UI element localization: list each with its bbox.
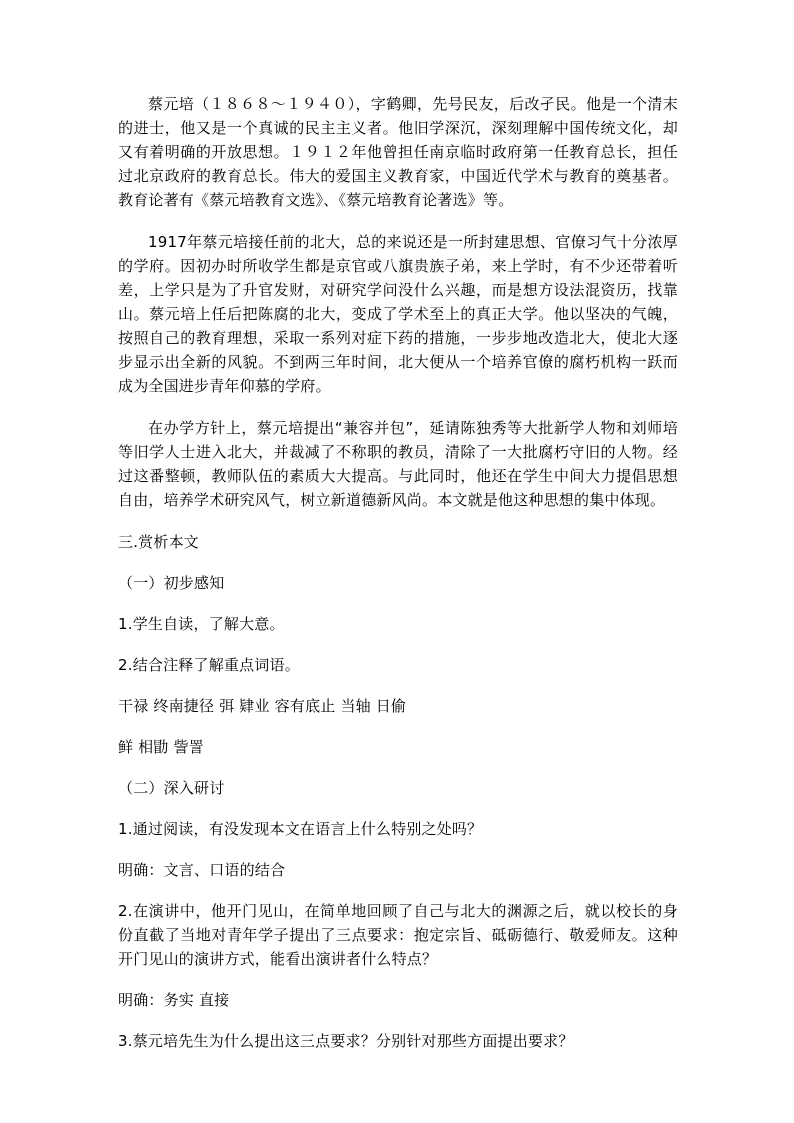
intro-paragraph-biography: 蔡元培（１８６８～１９４０），字鹤卿，先号民友，后改孑民。他是一个清末的进士，他又是一个真诚的民主主义者。他旧学深沉，深刻理解中国传统文化，却又有着明确的开放思想。１９１２年他曾担任南京临时政府第一任教育总长，担任过北京政府的教育总长。伟大的爱国主义教育家，中国近代学术与教育的奠基者。教育论著有《蔡元培教育文选》、《蔡元培教育论著选》等。 [118,95,678,209]
answer-1: 明确：文言、口语的结合 [118,861,286,879]
question-2: 2.在演讲中，他开门见山，在简单地回顾了自己与北大的渊源之后，就以校长的身份直截了当地对青年学子提出了三点要求：抱定宗旨、砥砺德行、敬爱师友。这种开门见山的演讲方式，能看出演讲者什么特点？ [118,902,678,968]
list-item-key-words: 2.结合注释了解重点词语。 [118,656,300,674]
question-1: 1.通过阅读，有没发现本文在语言上什么特别之处吗？ [118,820,483,838]
vocabulary-line-1: 干禄 终南捷径 弭 肄业 容有底止 当轴 日偷 [118,697,407,715]
list-item-self-reading: 1.学生自读，了解大意。 [118,615,285,633]
vocabulary-line-2: 鲜 相勖 訾詈 [118,738,204,756]
intro-paragraph-policy: 在办学方针上，蔡元培提出“兼容并包”，延请陈独秀等大批新学人物和刘师培等旧学人士进入北大，并裁减了不称职的教员，清除了一大批腐朽守旧的人物。经过这番整顿，教师队伍的素质大大提高。与此同时，他还在学生中间大力提倡思想自由，培养学术研究风气，树立新道德新风尚。本文就是他这种思想的集中体现。 [118,419,678,509]
answer-2: 明确：务实 直接 [118,991,230,1009]
subsection-heading-deep-study: （二）深入研讨 [118,779,225,797]
section-heading-appreciation: 三.赏析本文 [118,533,199,551]
question-3: 3.蔡元培先生为什么提出这三点要求？分别针对那些方面提出要求？ [118,1032,574,1050]
intro-paragraph-peking-university: 1917年蔡元培接任前的北大，总的来说还是一所封建思想、官僚习气十分浓厚的学府。因初办时所收学生都是京官或八旗贵族子弟，来上学时，有不少还带着听差，上学只是为了升官发财，对研究学问没什么兴趣，而是想方设法混资历，找靠山。蔡元培上任后把陈腐的北大，变成了学术至上的真正大学。他以坚决的气魄，按照自己的教育理想，采取一系列对症下药的措施，一步步地改造北大，使北大逐步显示出全新的风貌。不到两三年时间，北大便从一个培养官僚的腐朽机构一跃而成为全国进步青年仰慕的学府。 [118,233,678,395]
document-body [118,92,678,1070]
subsection-heading-initial: （一）初步感知 [118,574,225,592]
